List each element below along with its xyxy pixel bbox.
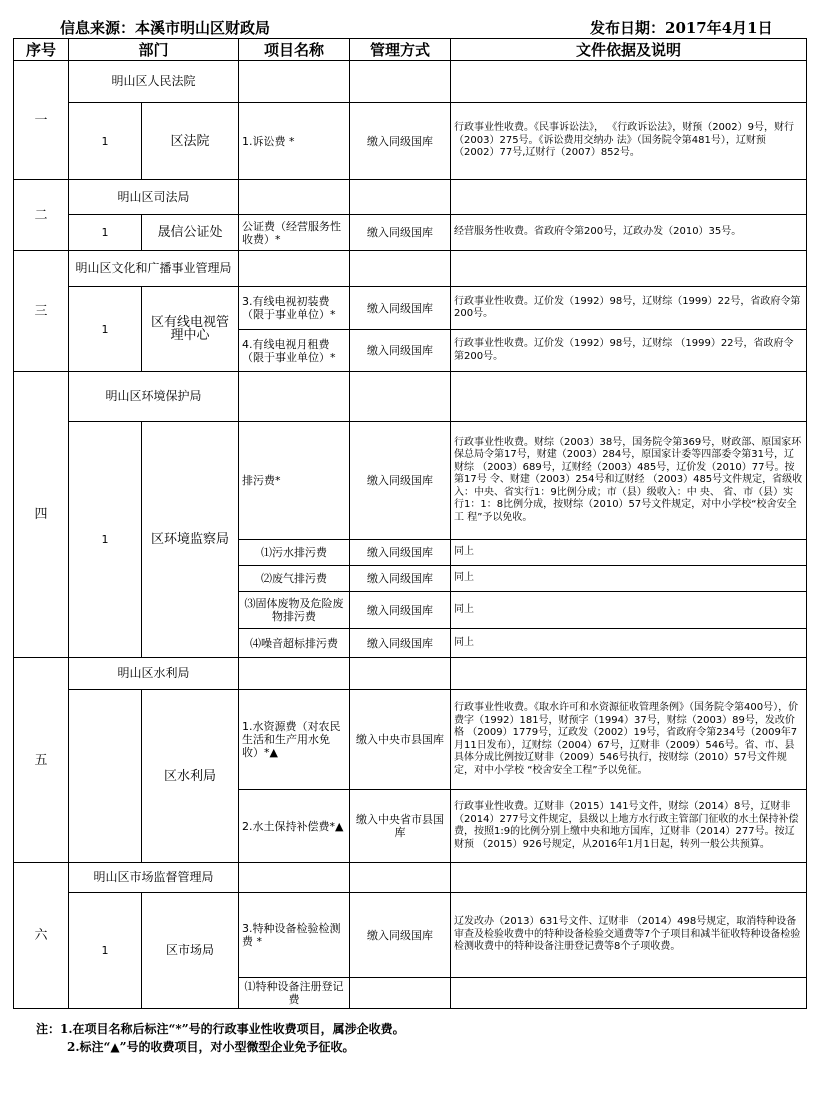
fee-table	[13, 38, 807, 1009]
sub-number: 1	[69, 422, 142, 658]
empty-cell	[239, 372, 350, 422]
empty-cell	[350, 978, 451, 1009]
dept-name: 明山区人民法院	[69, 61, 239, 103]
publish-date: 发布日期：2017年4月1日	[590, 19, 773, 37]
col-item: 项目名称	[239, 39, 350, 61]
section-number: 一	[14, 61, 69, 180]
mgmt-method: 缴入同级国库	[350, 592, 451, 629]
item-name: 1.诉讼费 *	[239, 103, 350, 180]
col-dept: 部门	[69, 39, 239, 61]
sub-number: 1	[69, 215, 142, 251]
table-row	[14, 372, 807, 422]
item-name: ⑴特种设备注册登记费	[239, 978, 350, 1009]
table-row	[14, 893, 807, 978]
footnote-1: 注：1.在项目名称后标注“*”号的行政事业性收费项目，属涉企收费。	[36, 1022, 405, 1036]
table-row	[14, 863, 807, 893]
description: 辽发改办（2013）631号文件、辽财非 （2014）498号规定，取消特种设备审查及检验收费中的特种设备检验交通费等7个子项目和减半征收特种设备检验检测收费中的特种设备注册登记费等8个子项收费。	[451, 893, 807, 978]
table-row	[14, 422, 807, 540]
sub-number-empty	[69, 690, 142, 863]
sub-number: 1	[69, 287, 142, 372]
empty-cell	[350, 251, 451, 287]
dept-name: 明山区司法局	[69, 180, 239, 215]
item-name: 3.特种设备检验检测费 *	[239, 893, 350, 978]
empty-cell	[350, 372, 451, 422]
footnote-2: 2.标注“▲”号的收费项目，对小型微型企业免予征收。	[67, 1040, 355, 1054]
description: 行政事业性收费。财综（2003）38号，国务院令第369号，财政部、原国家环保总局令第17号，财建（2003）284号，原国家计委等四部委令第31号，辽财综 （2003）689号，辽财经（2003）485号，辽价发（2010）77号。按第17号 令、财建（2003）254号和辽财经 （2003）485号文件规定，省级收入：中央、省实行1：9比例分成；市（县）级收入：中 央、 省、市（县）实行1：1：8比例分成，按财综（2010）57号文件规定，对中小学校“校舍安全工 程”予以免收。	[451, 422, 807, 540]
empty-cell	[451, 978, 807, 1009]
mgmt-method: 缴入中央省市县国库	[350, 790, 451, 863]
dept-name: 明山区文化和广播事业管理局	[69, 251, 239, 287]
sub-number: 1	[69, 893, 142, 1009]
table-row	[14, 180, 807, 215]
item-name: 3.有线电视初装费（限于事业单位）*	[239, 287, 350, 330]
item-name: ⑵废气排污费	[239, 566, 350, 592]
sub-dept-name: 区水利局	[142, 690, 239, 863]
description: 同上	[451, 629, 807, 658]
sub-dept-name: 区有线电视管理中心	[142, 287, 239, 372]
table-row	[14, 251, 807, 287]
mgmt-method: 缴入同级国库	[350, 103, 451, 180]
dept-name: 明山区市场监督管理局	[69, 863, 239, 893]
description: 经营服务性收费。省政府令第200号，辽政办发（2010）35号。	[451, 215, 807, 251]
description: 行政事业性收费。辽财非（2015）141号文件，财综（2014）8号，辽财非 （2014）277号文件规定，县级以上地方水行政主管部门征收的水土保持补偿费，按照1:9的比例分别上缴中央和地方国库，辽财非（2014）277号。按辽财预 （2015）926号规定，从2016年1月1日起，转列一般公共预算。	[451, 790, 807, 863]
mgmt-method: 缴入同级国库	[350, 422, 451, 540]
empty-cell	[239, 658, 350, 690]
sub-dept-name: 区环境监察局	[142, 422, 239, 658]
mgmt-method: 缴入同级国库	[350, 893, 451, 978]
description: 行政事业性收费。《民事诉讼法》， 《行政诉讼法》，财预（2002）9号，财行（2003）275号。《诉讼费用交纳办 法》（国务院令第481号），辽财预 （2002）77号,辽财行（2007）852号。	[451, 103, 807, 180]
empty-cell	[451, 658, 807, 690]
empty-cell	[350, 61, 451, 103]
empty-cell	[451, 61, 807, 103]
item-name: ⑶固体废物及危险废物排污费	[239, 592, 350, 629]
empty-cell	[451, 251, 807, 287]
footnotes	[36, 1020, 405, 1056]
section-number: 四	[14, 372, 69, 658]
description: 行政事业性收费。辽价发（1992）98号，辽财综（1999）22号，省政府令第200号。	[451, 287, 807, 330]
empty-cell	[451, 180, 807, 215]
description: 行政事业性收费。辽价发（1992）98号，辽财综 （1999）22号，省政府令第200号。	[451, 330, 807, 372]
table-header-row	[14, 39, 807, 61]
sub-dept-name: 晟信公证处	[142, 215, 239, 251]
sub-dept-name: 区法院	[142, 103, 239, 180]
description: 同上	[451, 592, 807, 629]
col-desc: 文件依据及说明	[451, 39, 807, 61]
item-name: 2.水土保持补偿费*▲	[239, 790, 350, 863]
col-seq: 序号	[14, 39, 69, 61]
description: 行政事业性收费。《取水许可和水资源征收管理条例》（国务院令第400号），价费字（1992）181号，财预字（1994）37号，财综（2003）89号，发改价格 （2009）1779号，辽政发（2002）19号，省政府令第234号（2009年7月11日发布），辽财综（2004）67号，辽财非（2009）546号。省、市、县具体分成比例按辽财非（2009）546号执行，按财综（2010）57号文件规定，对中小学校 “校舍安全工程”予以免征。	[451, 690, 807, 790]
empty-cell	[239, 863, 350, 893]
empty-cell	[451, 372, 807, 422]
table-row	[14, 103, 807, 180]
info-source: 信息来源：本溪市明山区财政局	[60, 19, 271, 37]
empty-cell	[350, 658, 451, 690]
dept-name: 明山区环境保护局	[69, 372, 239, 422]
item-name: 排污费*	[239, 422, 350, 540]
section-number: 三	[14, 251, 69, 372]
description: 同上	[451, 540, 807, 566]
item-name: ⑴污水排污费	[239, 540, 350, 566]
section-number: 二	[14, 180, 69, 251]
dept-name: 明山区水利局	[69, 658, 239, 690]
mgmt-method: 缴入中央市县国库	[350, 690, 451, 790]
item-name: 1.水资源费（对农民生活和生产用水免收）*▲	[239, 690, 350, 790]
item-name: 4.有线电视月租费（限于事业单位）*	[239, 330, 350, 372]
table-row	[14, 658, 807, 690]
mgmt-method: 缴入同级国库	[350, 540, 451, 566]
mgmt-method: 缴入同级国库	[350, 215, 451, 251]
mgmt-method: 缴入同级国库	[350, 566, 451, 592]
table-row	[14, 287, 807, 330]
mgmt-method: 缴入同级国库	[350, 287, 451, 330]
empty-cell	[239, 180, 350, 215]
table-row	[14, 215, 807, 251]
section-number: 六	[14, 863, 69, 1009]
empty-cell	[239, 61, 350, 103]
mgmt-method: 缴入同级国库	[350, 330, 451, 372]
empty-cell	[239, 251, 350, 287]
table-row	[14, 61, 807, 103]
table-row	[14, 690, 807, 790]
section-number: 五	[14, 658, 69, 863]
sub-number: 1	[69, 103, 142, 180]
description: 同上	[451, 566, 807, 592]
col-mgmt: 管理方式	[350, 39, 451, 61]
empty-cell	[451, 863, 807, 893]
empty-cell	[350, 180, 451, 215]
item-name: ⑷噪音超标排污费	[239, 629, 350, 658]
empty-cell	[350, 863, 451, 893]
item-name: 公证费（经营服务性收费）*	[239, 215, 350, 251]
sub-dept-name: 区市场局	[142, 893, 239, 1009]
mgmt-method: 缴入同级国库	[350, 629, 451, 658]
